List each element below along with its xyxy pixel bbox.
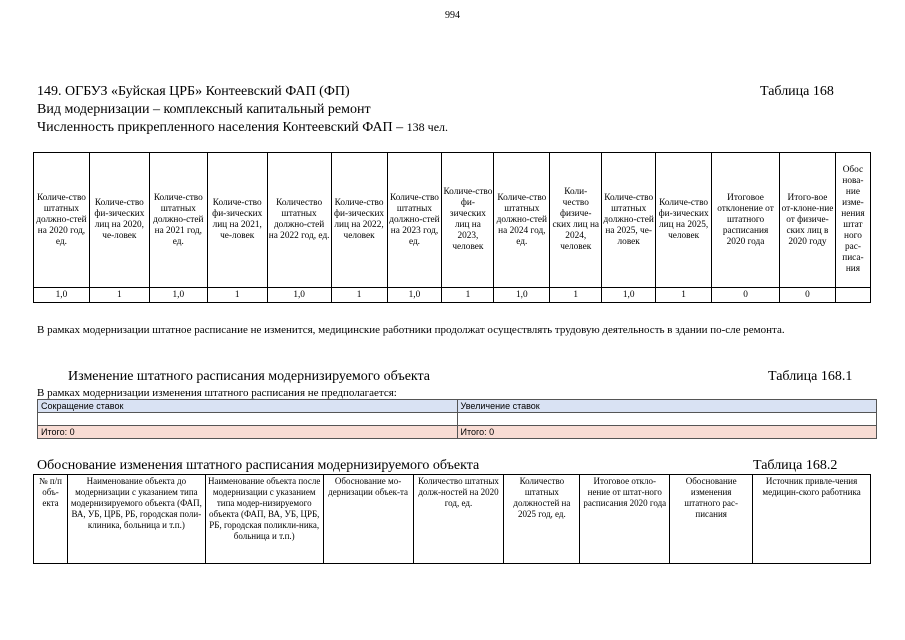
value-cell: 1,0 xyxy=(387,288,442,303)
table-168-2-title: Обоснование изменения штатного расписания модернизируемого объекта xyxy=(37,458,480,473)
population-line xyxy=(37,120,448,136)
header-cell: Количе-ство штатных должно-стей на 2024 год, ед. xyxy=(494,153,550,288)
header-cell: Количе-ство фи-зических лиц на 2025, человек xyxy=(656,153,712,288)
value-cell: 1 xyxy=(207,288,267,303)
value-cell: 1,0 xyxy=(494,288,550,303)
table-label: Таблица 168 xyxy=(760,84,834,99)
value-cell: 0 xyxy=(712,288,780,303)
header-cell: Количе-ство штатных должно-стей на 2020 год, ед. xyxy=(34,153,90,288)
reduction-total: Итого: 0 xyxy=(38,426,458,439)
value-cell: 1 xyxy=(550,288,602,303)
staffing-values-row xyxy=(34,288,871,303)
population-value: 138 чел. xyxy=(406,120,449,134)
header-cell: Количе-ство штатных должно-стей на 2025, че-ловек xyxy=(602,153,656,288)
header-cell: № п/п объ-екта xyxy=(34,475,68,564)
value-cell: 1,0 xyxy=(267,288,331,303)
header-cell: Коли-чество физиче-ских лиц на 2024, человек xyxy=(550,153,602,288)
header-cell: Итоговое откло-нение от штат-ного расписания 2020 года xyxy=(580,475,670,564)
header-cell: Обоснование мо-дернизации объек-та xyxy=(323,475,413,564)
value-cell: 1 xyxy=(331,288,387,303)
staffing-table xyxy=(33,152,871,303)
header-cell: Наименование объекта после модернизации с указанием типа модер-низируемого объекта (ФАП, ВА, УБ, ЦРБ, РБ, городская поликли-ника, больница и т.п.) xyxy=(205,475,323,564)
value-cell: 1 xyxy=(656,288,712,303)
header-cell: Итоговое отклонение от штатного расписания 2020 года xyxy=(712,153,780,288)
justification-header-row xyxy=(34,475,871,564)
justification-table xyxy=(33,474,871,564)
header-cell: Количество штатных долж-ностей на 2020 год, ед. xyxy=(413,475,504,564)
staff-change-empty-row xyxy=(38,413,877,426)
header-cell: Количе-ство фи-зических лиц на 2021, че-ловек xyxy=(207,153,267,288)
value-cell: 1 xyxy=(89,288,149,303)
header-cell: Количество штатных должно-стей на 2022 год, ед. xyxy=(267,153,331,288)
header-cell: Количе-ство фи-зических лиц на 2023, человек xyxy=(442,153,494,288)
value-cell: 1 xyxy=(442,288,494,303)
value-cell: 1,0 xyxy=(34,288,90,303)
empty-cell xyxy=(457,413,877,426)
header-cell: Количе-ство штатных должно-стей на 2023 год, ед. xyxy=(387,153,442,288)
increase-total: Итого: 0 xyxy=(457,426,877,439)
table-168-1-title: Изменение штатного расписания модернизируемого объекта xyxy=(68,369,431,384)
header-cell: Наименование объекта до модернизации с указанием типа модернизируемого объекта (ФАП, ВА, УБ, ЦРБ, РБ, городская поли-клиника, больница и т.п.) xyxy=(67,475,205,564)
table-168-1-subtitle: В рамках модернизации изменения штатного расписания не предполагается: xyxy=(37,387,397,399)
header-cell: Итого-вое от-клоне-ние от физиче-ских лиц в 2020 году xyxy=(780,153,836,288)
reduction-header: Сокращение ставок xyxy=(38,400,458,413)
modernization-type: Вид модернизации – комплексный капитальный ремонт xyxy=(37,102,371,117)
header-cell: Количе-ство фи-зических лиц на 2020, че-ловек xyxy=(89,153,149,288)
population-label: Численность прикрепленного населения Контеевский ФАП – xyxy=(37,120,404,135)
staff-change-table xyxy=(37,399,877,439)
table-168-2-label: Таблица 168.2 xyxy=(753,458,838,473)
value-cell: 0 xyxy=(780,288,836,303)
increase-header: Увеличение ставок xyxy=(457,400,877,413)
body-paragraph: В рамках модернизации штатное расписание не изменится, медицинские работники продолжат осуществлять трудовую деятельность в здании по-сле ремонта. xyxy=(37,324,785,336)
table-168-1-label: Таблица 168.1 xyxy=(768,369,853,384)
header-cell: Источник привле-чения медицин-ского работника xyxy=(753,475,871,564)
value-cell: 1,0 xyxy=(149,288,207,303)
page-number: 994 xyxy=(445,10,460,21)
staffing-header-row xyxy=(34,153,871,288)
empty-cell xyxy=(38,413,458,426)
staff-change-header-row xyxy=(38,400,877,413)
staff-change-total-row xyxy=(38,426,877,439)
header-cell: Обоснование изменения штатного рас-писания xyxy=(670,475,753,564)
header-cell: Обос нова-ние изме-нения штат ного рас-писа-ния xyxy=(835,153,870,288)
section-title: 149. ОГБУЗ «Буйская ЦРБ» Контеевский ФАП (ФП) xyxy=(37,84,350,99)
value-cell: 1,0 xyxy=(602,288,656,303)
header-cell: Количе-ство штатных должно-стей на 2021 год, ед. xyxy=(149,153,207,288)
header-cell: Количе-ство фи-зических лиц на 2022, человек xyxy=(331,153,387,288)
header-cell: Количество штатных должностей на 2025 год, ед. xyxy=(504,475,580,564)
value-cell xyxy=(835,288,870,303)
